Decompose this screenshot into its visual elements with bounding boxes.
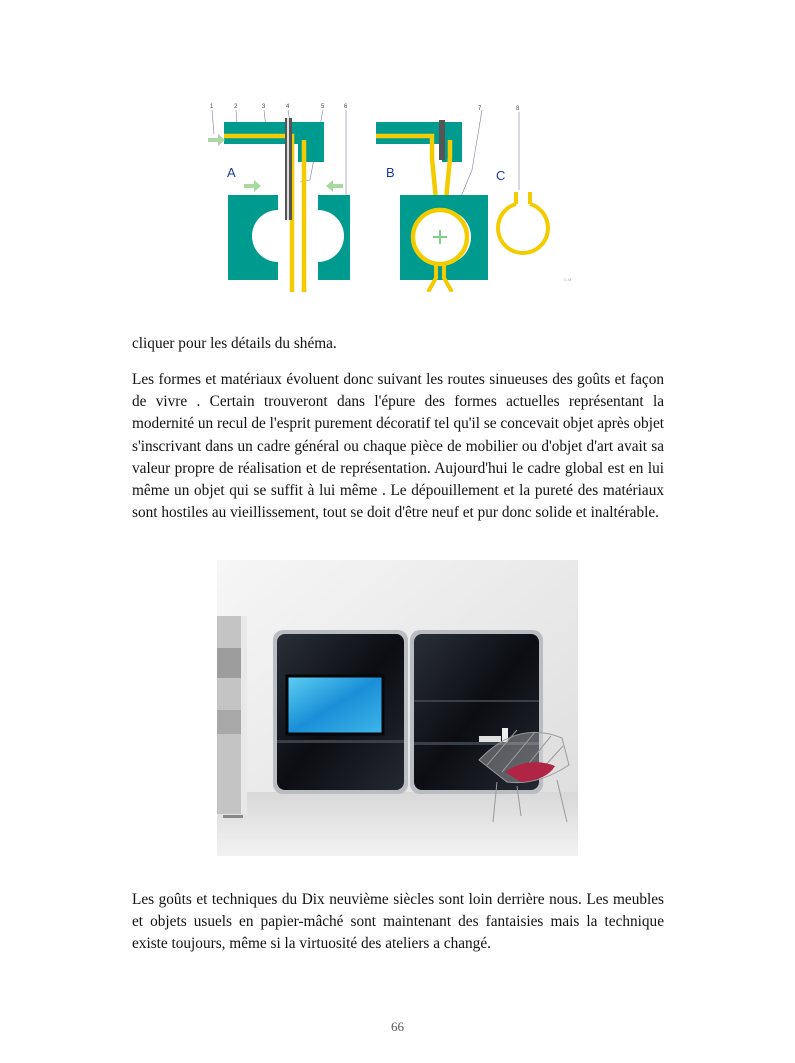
- furniture-photo: [217, 560, 578, 856]
- paragraph-2: Les goûts et techniques du Dix neuvième siècles sont loin derrière nous. Les meubles et objets usuels en papier-mâché sont maintenant des fantaisies mais la technique existe toujours, même si la virtuosité des ateliers a changé.: [132, 891, 664, 953]
- mold-diagram[interactable]: [200, 100, 590, 292]
- callout-8: 8: [516, 106, 520, 112]
- callout-5: 5: [321, 104, 325, 110]
- label-b: B: [386, 165, 395, 180]
- tv-screen: [287, 676, 383, 734]
- callout-7: 7: [478, 106, 482, 112]
- arrow-icon: [326, 180, 343, 192]
- callout-4: 4: [286, 104, 290, 110]
- finished-shell-c: [498, 192, 548, 253]
- mold-half-right: [318, 195, 350, 280]
- callout-3: 3: [262, 104, 266, 110]
- arrow-icon: [244, 180, 261, 192]
- paragraph-1: Les formes et matériaux évoluent donc suivant les routes sinueuses des goûts et façon de vivre . Certain trouveront dans l'épure des formes actuelles représentant la modernité un recul de l'esprit purement décoratif tel qu'il se concevait objet après objet s'inscrivant dans un cadre général ou chaque pièce de mobilier ou d'objet d'art avait sa valeur propre de réalisation et de représentation. Aujourd'hui le cadre global est en lui même un objet qui se suffit à lui même . Le dépouillement et la pureté des matériaux sont hostiles au vieillissement, tout se doit d'être neuf et pur donc solide et inaltérable.: [132, 371, 664, 522]
- page-number: 66: [391, 1019, 404, 1034]
- arrow-icon: [208, 134, 225, 146]
- core-rod-b: [439, 120, 445, 160]
- credit-text: C.M: [564, 277, 572, 282]
- mold-half-left: [228, 195, 278, 280]
- label-c: C: [496, 168, 506, 183]
- label-a: A: [227, 165, 236, 180]
- callout-2: 2: [234, 104, 238, 110]
- callout-1: 1: [210, 104, 214, 110]
- diagram-caption-link[interactable]: cliquer pour les détails du shéma.: [132, 335, 337, 352]
- callout-6: 6: [344, 104, 348, 110]
